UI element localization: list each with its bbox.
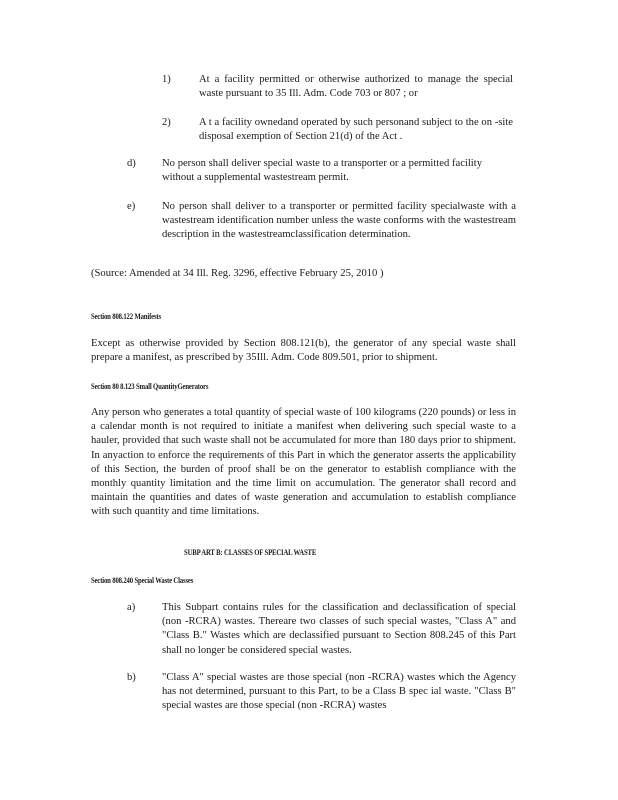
- item-b-text: "Class A" special wastes are those special (non -RCRA) wastes which the Agency has not determined, pursuant to this Part, to be a Class B spec ial waste. "Class B" special wastes are those special (non -RCRA) wastes: [162, 672, 516, 712]
- item-d-text: No person shall deliver special waste to a transporter or a permitted facility without a supplemental wastestream permit.: [162, 158, 482, 184]
- item-c2-label: 2): [162, 117, 171, 128]
- item-c1-text: At a facility permitted or otherwise authorized to manage the special waste pursuant to 35 Ill. Adm. Code 703 or 807 ; or: [199, 74, 513, 100]
- section-808-122-heading: Section 808.122 Manifests: [91, 312, 161, 321]
- item-c2-text: A t a facility ownedand operated by such personand subject to the on -site disposal exemption of Section 21(d) of the Act .: [199, 117, 513, 143]
- item-e-label: e): [127, 201, 136, 212]
- subpart-b-heading: SUBP ART B: CLASSES OF SPECIAL WASTE: [184, 548, 317, 557]
- item-a-label: a): [127, 602, 136, 613]
- section-808-123-text: Any person who generates a total quantity of special waste of 100 kilograms (220 pounds) or less in a calendar month is not required to initiate a manifest when delivering such special waste to a hauler, provided that such waste shall not be accumulated for more than 180 days prior to shipment. In anyaction to enforce the requirements of this Part in which the generator asserts the applicability of this Section, the burden of proof shall be on the generator to establish compliance with the monthly quantity limitation and the time limit on accumulation. The generator shall record and maintain the quantities and dates of waste generation and accumulation to establish compliance with such quantity and time limitations.: [91, 407, 516, 518]
- section-808-123-heading: Section 80 8.123 Small QuantityGenerators: [91, 382, 209, 391]
- source-note: (Source: Amended at 34 Ill. Reg. 3296, effective February 25, 2010 ): [91, 268, 384, 279]
- item-b-label: b): [127, 672, 136, 683]
- section-808-240-heading: Section 808.240 Special Waste Classes: [91, 576, 194, 585]
- item-a-text: This Subpart contains rules for the classification and declassification of special (non -RCRA) wastes. Thereare two classes of such special wastes, "Class A" and "Class B." Wastes which are declassified pursuant to Section 808.245 of this Part shall no longer be considered special wastes.: [162, 602, 516, 656]
- item-e-text: No person shall deliver to a transporter or permitted facility specialwaste with a wastestream identification number unless the waste conforms with the wastestream description in the wastestreamclassification determination.: [162, 201, 516, 241]
- item-d-label: d): [127, 158, 136, 169]
- item-c1-label: 1): [162, 74, 171, 85]
- section-808-122-text: Except as otherwise provided by Section 808.121(b), the generator of any special waste shall prepare a manifest, as prescribed by 35Ill. Adm. Code 809.501, prior to shipment.: [91, 338, 516, 364]
